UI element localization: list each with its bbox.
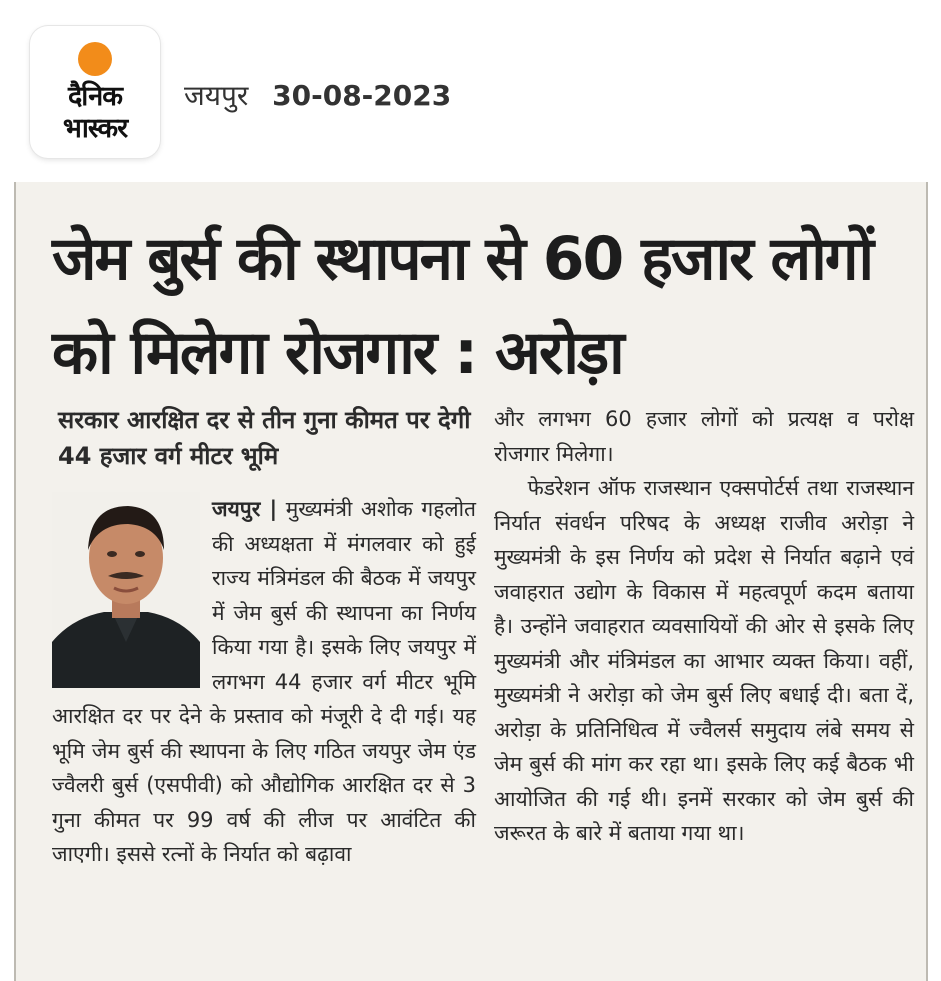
portrait-photo-graphic [52, 492, 200, 688]
article-headline: जेम बुर्स की स्थापना से 60 हजार लोगों को मिलेगा रोजगार : अरोड़ा [52, 224, 873, 388]
article-subheadline: सरकार आरक्षित दर से तीन गुना कीमत पर देगी 44 हजार वर्ग मीटर भूमि [58, 406, 471, 470]
brand-logo [30, 26, 160, 158]
article-column-left [52, 402, 476, 872]
logo-text-line1: दैनिक [67, 81, 123, 112]
article-paragraph-2: और लगभग 60 हजार लोगों को प्रत्यक्ष व परोक्ष रोजगार मिलेगा। [494, 407, 914, 466]
article-column-right [494, 402, 914, 851]
article-paragraph-3: फेडरेशन ऑफ राजस्थान एक्सपोर्टर्स तथा राजस्थान निर्यात संवर्धन परिषद के अध्यक्ष राजीव अरोड़ा ने मुख्यमंत्री के इस निर्णय को प्रदेश से निर्यात बढ़ाने एवं जवाहरात उद्योग के विकास में महत्वपूर्ण कदम बताया है। उन्होंने जवाहरात व्यवसायियों की ओर से इसके लिए मुख्यमंत्री और मंत्रिमंडल का आभार व्यक्त किया। वहीं, मुख्यमंत्री ने अरोड़ा को जेम बुर्स लिए बधाई दी। बता दें, अरोड़ा के प्रतिनिधित्व में ज्वैलर्स समुदाय लंबे समय से जेम बुर्स की मांग कर रहा था। इसके लिए कई बैठक भी आयोजित की गई थी। इनमें सरकार को जेम बुर्स की जरूरत के बारे में बताया गया था। [494, 476, 914, 845]
newspaper-clipping [14, 182, 928, 981]
logo-text-line2: भास्कर [62, 113, 128, 144]
article-paragraph-1-text: मुख्यमंत्री अशोक गहलोत की अध्यक्षता में मंगलवार को हुई राज्य मंत्रिमंडल की बैठक में जयपुर में जेम बुर्स की स्थापना का निर्णय किया गया है। इसके लिए जयपुर में लगभग 44 हजार वर्ग मीटर भूमि आरक्षित दर पर देने के प्रस्ताव को मंजूरी दे दी गई। यह भूमि जेम बुर्स की स्थापना के लिए गठित जयपुर जेम एंड ज्वैलरी बुर्स (एसपीवी) को औद्योगिक आरक्षित दर से 3 गुना कीमत पर 99 वर्ष की लीज पर आवंटित की जाएगी। इससे रत्नों के निर्यात को बढ़ावा [52, 497, 476, 866]
portrait-photo [52, 492, 200, 688]
dateline-date: 30-08-2023 [272, 79, 452, 112]
sun-icon [78, 42, 112, 76]
article-byline: जयपुर | [212, 497, 278, 521]
dateline-city: जयपुर [184, 79, 249, 112]
dateline [184, 76, 451, 114]
